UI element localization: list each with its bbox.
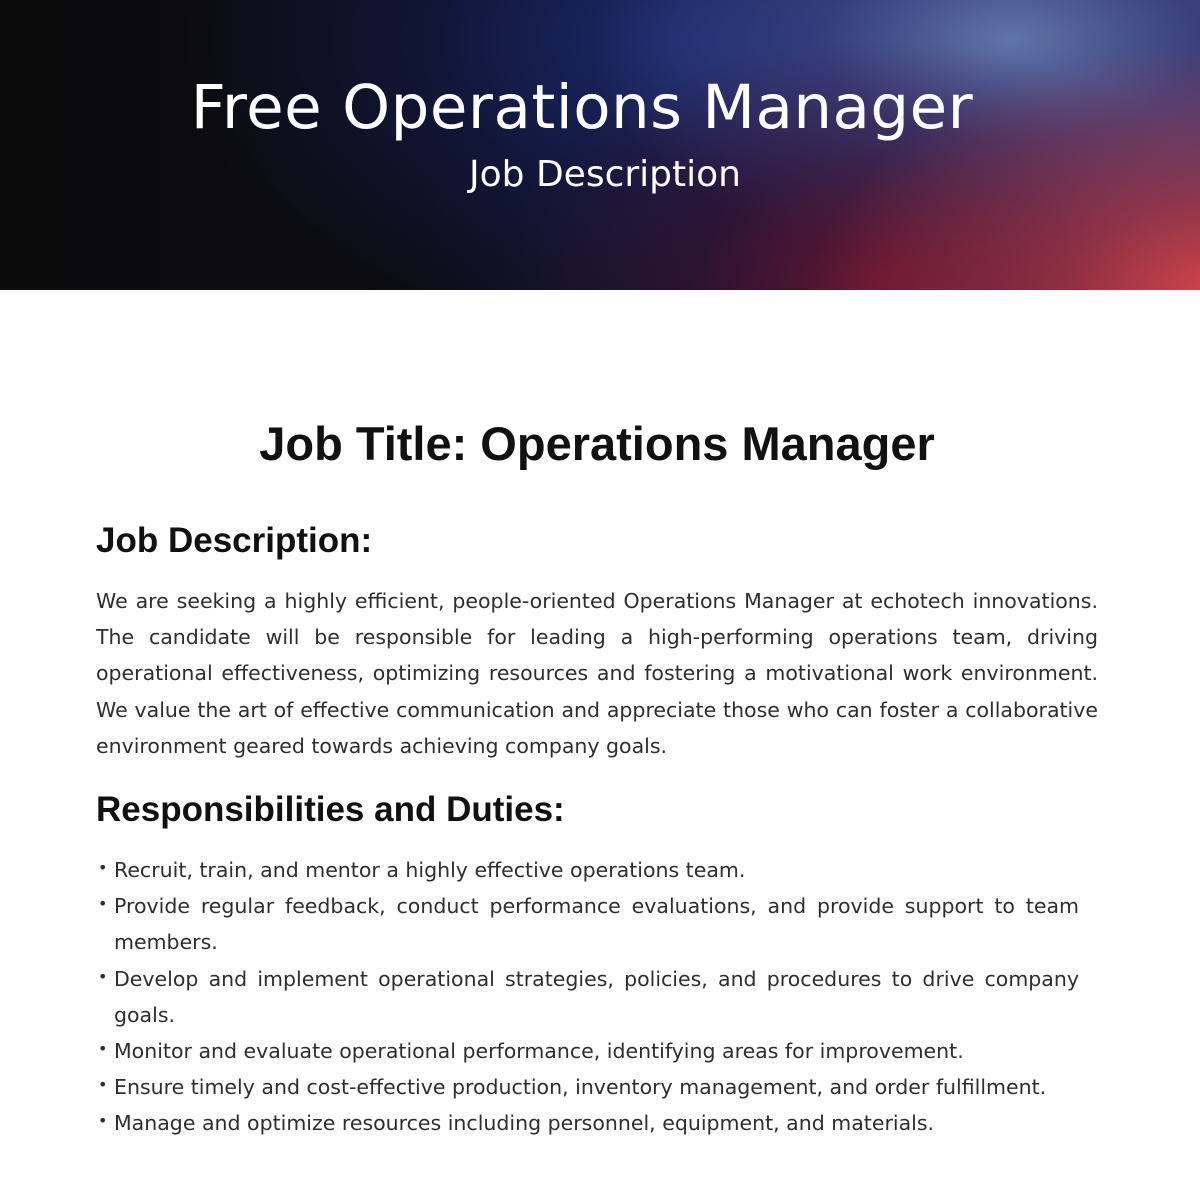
list-item xyxy=(96,888,1079,960)
responsibilities-list xyxy=(96,852,1079,1142)
responsibilities-heading: Responsibilities and Duties: xyxy=(96,790,565,830)
document-body xyxy=(96,414,1098,1142)
list-item xyxy=(96,961,1079,1033)
bullet-icon: • xyxy=(98,966,108,986)
banner-title: Free Operations Manager xyxy=(190,72,974,143)
job-description-heading: Job Description: xyxy=(96,521,373,560)
bullet-icon: • xyxy=(98,894,108,914)
bullet-icon: • xyxy=(98,1111,108,1131)
banner-subtitle: Job Description xyxy=(469,154,741,195)
list-item xyxy=(96,1105,1079,1141)
list-item xyxy=(96,852,1079,888)
list-item-text: Provide regular feedback, conduct performance evaluations, and provide support to team members. xyxy=(114,894,1079,955)
list-item-text: Monitor and evaluate operational performance, identifying areas for improvement. xyxy=(114,1039,964,1064)
list-item-text: Manage and optimize resources including personnel, equipment, and materials. xyxy=(114,1111,935,1136)
bullet-icon: • xyxy=(98,1039,108,1059)
list-item-text: Ensure timely and cost-effective production, inventory management, and order fulfillment. xyxy=(114,1075,1047,1100)
list-item xyxy=(96,1033,1079,1069)
bullet-icon: • xyxy=(98,858,108,878)
job-description-text: We are seeking a highly efficient, people-oriented Operations Manager at echotech innovations. The candidate will be responsible for leading a high-performing operations team, driving operational effectiveness, optimizing resources and fostering a motivational work environment. We value the art of effective communication and appreciate those who can foster a collaborative environment geared towards achieving company goals. xyxy=(96,589,1098,758)
header-banner xyxy=(0,0,1200,290)
list-item-text: Develop and implement operational strategies, policies, and procedures to drive company goals. xyxy=(114,966,1079,1027)
bullet-icon: • xyxy=(98,1075,108,1095)
list-item xyxy=(96,1069,1079,1105)
job-title: Job Title: Operations Manager xyxy=(259,417,935,470)
list-item-text: Recruit, train, and mentor a highly effective operations team. xyxy=(114,858,746,883)
